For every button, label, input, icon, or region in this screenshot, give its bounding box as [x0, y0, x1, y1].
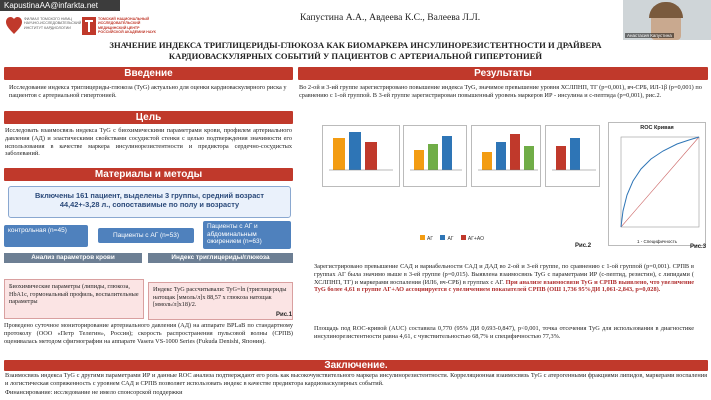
goal-text: Исследовать взаимосвязь индекса TyG с биохимическими параметрами крови, профилем артериального давления (АД) и эластическими свойствами сосудистой стенки с целью подтверждения значимости его использования в качестве маркера инсулинорезистентности и предиктора сердечно-сосудистых заболеваний. [5, 127, 292, 158]
cohort-box [8, 186, 291, 218]
results-para3: Площадь под ROC-кривой (AUC) составила 0,770 (95% ДИ 0,693-0,847), p<0,001, точка отсечения TyG для использования в диагностике инсулинорезистентности равна 4,61, с чувствительностью 68,7% и специфичностью 77,3%. [314, 325, 694, 340]
conclusion-text: Взаимосвязь индекса TyG с другими параметрами ИР и данные ROC анализа подтверждают его роль как высокочувствительного маркера инсулинорезистентности. Корреляционная взаимосвязь TyG с атерогенными фракциями липидов, маркерами воспаления и логистическая сопряженность с уровнем САД и СРПВ позволяет использовать индекс в качестве предиктора кардиоваскулярных событий. [5, 372, 707, 387]
legend-item-3: АГ+АО [467, 236, 484, 242]
caller-name: KapustinaAA@infarkta.net [4, 1, 98, 10]
bar-4a [556, 146, 566, 170]
bar-chart-3 [471, 125, 541, 187]
results-para1: Во 2-ой и 3-ий группе зарегистрировано повышение индекса TyG, значимое превышение уровня ХСЛПНП, ТГ (p=0,001), вч-СРБ, ИЛ-1β (p=0,001) по сравнению с 1-ой группой. В 3-ей группе зарегистрирован повышенный уровень маркеров ИР - инсулина и с-пептида (p=0,001), рис.2. [299, 84, 702, 99]
intro-text: Исследование индекса триглицериды-глюкоза (TyG) актуально для оценки кардиоваскулярного риска у пациентов с артериальной гипертонией. [9, 84, 287, 99]
logo-right [82, 14, 156, 40]
legend-item-2: АГ [447, 236, 454, 242]
authors: Капустина А.А., Авдеева К.С., Валеева Л.Л. [300, 12, 481, 23]
page-title [0, 40, 711, 61]
group-ag: Пациенты с АГ (n=53) [98, 228, 194, 243]
bar-chart-4-svg [546, 126, 599, 186]
group-ag-ao: Пациенты с АГ и абдоминальным ожирением (n=63) [203, 221, 291, 249]
fig3-label: Рис.3 [690, 244, 707, 250]
index-header: Индекс триглицериды/глюкоза [148, 253, 293, 263]
legend-swatch-3 [461, 235, 466, 240]
bar-1b [349, 132, 361, 170]
bar-chart-4 [545, 125, 600, 187]
bar-chart-1-svg [323, 126, 399, 186]
bar-2a [414, 150, 424, 170]
video-label: Анастасия Капустина [627, 33, 672, 38]
bar-1a [333, 138, 345, 170]
roc-svg [609, 133, 705, 243]
fig2-label: Рис.2 [575, 243, 592, 249]
monitor-text: Проведено суточное мониторирование артериального давления (АД) на аппарате BPLaB по стандартному протоколу (ООО «Петр Телегин», Россия); скорость распространения пульсовой волны (СРПВ) оценивалась методом сфигмографии на аппарате Vasera VS-1000 Series (Fukuda Denishi, Япония). [4, 322, 293, 345]
bar-4b [570, 138, 580, 170]
funding-text: Финансирование: исследование не имело спонсорской поддержки [5, 389, 183, 396]
goal-heading: Цель [4, 111, 293, 124]
logo-left-text: ФИЛИАЛ ТОМСКОГО НИМЦ НАУЧНО-ИССЛЕДОВАТЕЛЬСКИЙ ИНСТИТУТ КАРДИОЛОГИИ [24, 17, 82, 30]
intro-heading: Введение [4, 67, 293, 80]
logo-left [6, 14, 82, 40]
video-tile[interactable] [623, 0, 711, 40]
logo-right-text: ТОМСКИЙ НАЦИОНАЛЬНЫЙ ИССЛЕДОВАТЕЛЬСКИЙ МЕДИЦИНСКИЙ ЦЕНТР РОССИЙСКОЙ АКАДЕМИИ НАУК [98, 17, 156, 35]
index-text-box [148, 282, 293, 320]
blood-analysis-header: Анализ параметров крови [4, 253, 142, 263]
chart-legend [420, 235, 484, 242]
roc-title: ROC Кривая [640, 125, 674, 131]
bar-3d [524, 146, 534, 170]
results-para2-bold: При анализе взаимосвязи TyG и СРПВ выявлено, что увеличение TyG более 4,61 в группе АГ+АО ассоциируется с увеличением показателей СРПВ (ОШ 1,736 95%ДИ 1,061-2,843, p=0,028). [314, 278, 695, 294]
title-line-2: КАРДИОВАСКУЛЯРНЫХ СОБЫТИЙ У ПАЦИЕНТОВ С АРТЕРИАЛЬНОЙ ГИПЕРТОНИЕЙ [168, 50, 543, 61]
fig1-label: Рис.1 [276, 312, 293, 318]
conclusion-heading: Заключение. [4, 360, 708, 371]
blood-text-box [4, 279, 144, 319]
results-para2-block [314, 263, 694, 294]
bar-chart-2-svg [404, 126, 466, 186]
bar-3a [482, 152, 492, 170]
bar-3b [496, 142, 506, 170]
methods-heading: Материалы и методы [4, 168, 293, 181]
legend-swatch-1 [420, 235, 425, 240]
bar-2b [428, 144, 438, 170]
tnimc-logo-icon [82, 17, 96, 35]
legend-item-1: АГ [427, 236, 434, 242]
results-heading: Результаты [298, 67, 708, 80]
bar-2c [442, 136, 452, 170]
video-hair [649, 2, 683, 18]
bar-chart-3-svg [472, 126, 540, 186]
results-para2: Зарегистрировано превышение САД и вариабельности САД и ДАД во 2-ой и 3-ей группе, по сравнению с 1-ой группой (p=0,001). СРПВ в группах АГ была значимо выше в 3-ей группе (p=0,015). Выявлена взаимосвязь TyG с параметрами ИР (с-пептид, резистин), с липидами ( ХСЛПНП, ТГ) и маркерами воспаления (ИЛ6, вч-СРБ) в группах с АГ. [314, 263, 694, 286]
bar-3c [510, 134, 520, 170]
legend-swatch-2 [440, 235, 445, 240]
heart-logo-icon [6, 16, 22, 36]
cohort-text: Включены 161 пациент, выделены 3 группы, средний возраст 44,42+-3,28 л., сопоставимые по полу и возрасту [34, 191, 265, 209]
blood-text: Биохимические параметры (липиды, глюкоза, HbA1c, гормональный профиль, воспалительные параметры [9, 283, 139, 306]
roc-xlabel: 1 - Специфичность [637, 239, 677, 244]
bar-chart-2 [403, 125, 467, 187]
bar-chart-1 [322, 125, 400, 187]
roc-chart [608, 122, 706, 246]
index-text: Индекс TyG рассчитывали: TyG=ln (триглицериды натощак [ммоль/л]x 88,57 x глюкоза натощак [ммоль/л]x18)/2. [153, 286, 287, 309]
title-line-1: ЗНАЧЕНИЕ ИНДЕКСА ТРИГЛИЦЕРИДЫ-ГЛЮКОЗА КАК БИОМАРКЕРА ИНСУЛИНОРЕЗИСТЕНТНОСТИ И ДРАЙВЕРА [109, 40, 602, 50]
bar-1c [365, 142, 377, 170]
group-control: контрольная (n=45) [4, 225, 88, 247]
